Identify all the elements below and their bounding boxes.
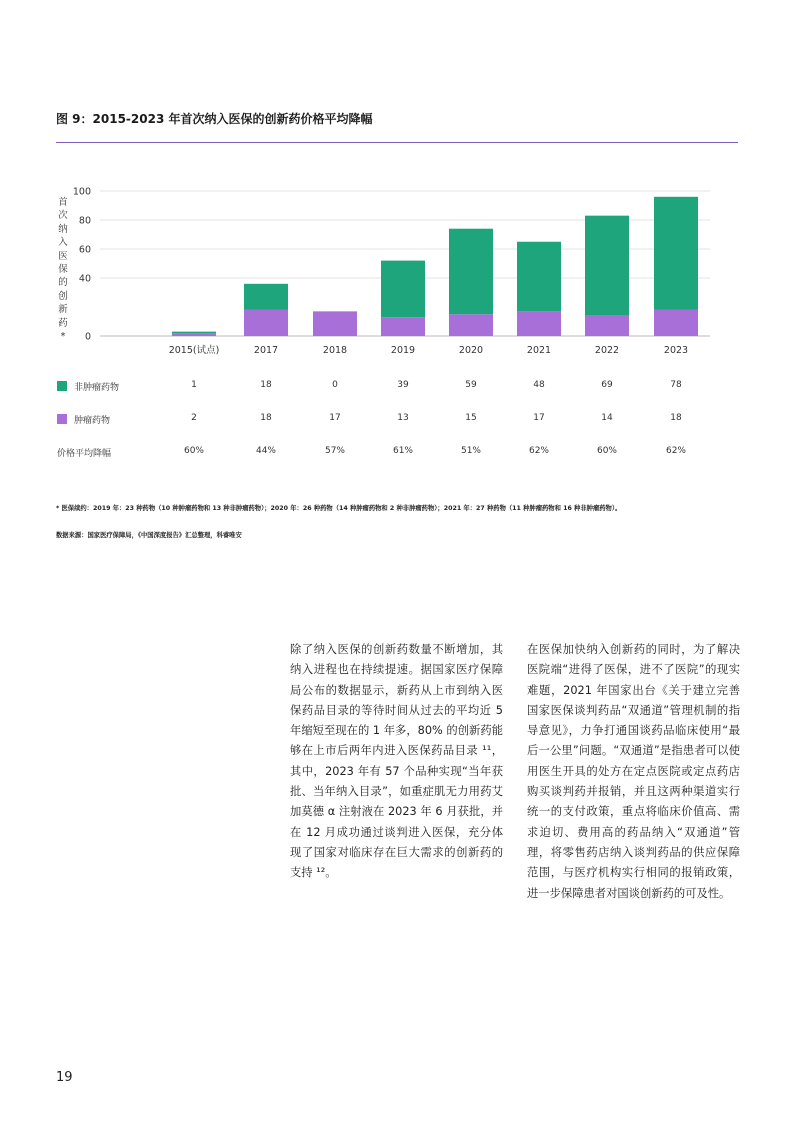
x-tick-label: 2020 (458, 345, 484, 356)
x-tick-label: 2023 (663, 345, 689, 356)
bar-oncology (313, 311, 357, 336)
x-tick-label: 2019 (390, 345, 416, 356)
legend-swatch (57, 414, 67, 424)
x-tick-label: 2017 (253, 345, 279, 356)
table-cell: 59 (465, 380, 477, 390)
table-cell: 15 (465, 413, 477, 423)
table-cell: 39 (397, 380, 409, 390)
table-cell: 57% (324, 446, 345, 456)
table-cell: 1 (191, 380, 197, 390)
bar-oncology (244, 310, 288, 336)
table-row-label: 非肿瘤药物 (74, 383, 120, 393)
figure-title: 图 9：2015-2023 年首次纳入医保的创新药价格平均降幅 (56, 112, 373, 126)
table-cell: 78 (670, 380, 682, 390)
bar-non-oncology (449, 229, 493, 315)
table-cell: 60% (596, 446, 617, 456)
table-cell: 18 (260, 380, 272, 390)
body-column-left: 除了纳入医保的创新药数量不断增加，其纳入进程也在持续提速。据国家医疗保障局公布的数据显示，新药从上市到纳入医保药品目录的等待时间从过去的平均近 5 年缩短至现在的 1 年多，80% 的创新药能够在上市后两年内进入医保药品目录 ¹¹，其中，2023 年有 57 个品种实现“当年获批、当年纳入目录”，如重症肌无力用药艾加莫德 α 注射液在 2023 年 6 月获批，并在 12 月成功通过谈判进入医保，充分体现了国家对临床存在巨大需求的创新药的支持 ¹²。 (290, 643, 503, 880)
table-cell: 62% (665, 446, 686, 456)
table-cell: 44% (255, 446, 276, 456)
y-tick-label: 100 (72, 186, 91, 198)
bar-non-oncology (517, 242, 561, 312)
y-axis-label: 首次纳入医保的创新药* (58, 197, 68, 343)
y-tick-label: 60 (78, 244, 91, 256)
table-cell: 51% (460, 446, 481, 456)
table-row-label: 肿瘤药物 (74, 416, 111, 426)
page-number: 19 (56, 1070, 73, 1085)
y-tick-label: 40 (78, 273, 91, 285)
table-cell: 14 (601, 413, 613, 423)
table-cell: 2 (191, 413, 197, 423)
table-cell: 17 (329, 413, 341, 423)
table-cell: 18 (260, 413, 272, 423)
y-tick-label: 80 (78, 215, 91, 227)
legend-swatch (57, 381, 67, 391)
table-cell: 17 (533, 413, 545, 423)
x-tick-label: 2022 (594, 345, 620, 356)
table-cell: 18 (670, 413, 682, 423)
bar-non-oncology (381, 261, 425, 318)
bar-oncology (381, 317, 425, 336)
bar-non-oncology (654, 197, 698, 310)
table-cell: 0 (332, 380, 338, 390)
bar-non-oncology (244, 284, 288, 310)
table-cell: 60% (183, 446, 204, 456)
bar-non-oncology (585, 216, 629, 316)
x-tick-label: 2021 (526, 345, 552, 356)
table-cell: 13 (397, 413, 409, 423)
table-cell: 62% (528, 446, 549, 456)
table-cell: 69 (601, 380, 613, 390)
bar-non-oncology (172, 332, 216, 333)
bar-oncology (172, 333, 216, 336)
x-tick-label: 2015(试点) (168, 345, 220, 356)
table-row-label: 价格平均降幅 (57, 449, 112, 459)
stacked-bar-chart (0, 0, 793, 480)
body-column-right: 在医保加快纳入创新药的同时，为了解决医院端“进得了医保，进不了医院”的现实难题，2021 年国家出台《关于建立完善国家医保谈判药品“双通道”管理机制的指导意见》，力争打通国谈药品临床使用“最后一公里”问题。“双通道”是指患者可以使用医生开具的处方在定点医院或定点药店购买谈判药并报销，并且这两种渠道实行统一的支付政策，重点将临床价值高、需求迫切、费用高的药品纳入“双通道”管理，将零售药店纳入谈判药品的供应保障范围，与医疗机构实行相同的报销政策，进一步保障患者对国谈创新药的可及性。 (527, 643, 740, 900)
x-tick-label: 2018 (322, 345, 348, 356)
data-source: 数据来源：国家医疗保障局，《中国深度报告》汇总整理，科睿唯安 (56, 532, 242, 539)
bar-oncology (517, 311, 561, 336)
table-cell: 48 (533, 380, 545, 390)
bar-oncology (585, 316, 629, 336)
y-tick-label: 0 (84, 331, 91, 343)
table-cell: 61% (392, 446, 413, 456)
bar-oncology (449, 314, 493, 336)
footnote: * 医保续约：2019 年：23 种药物（10 种肿瘤药物和 13 种非肿瘤药物）；2020 年：26 种药物（14 种肿瘤药物和 2 种非肿瘤药物）；2021 年：27 种药物（11 种肿瘤药物和 16 种非肿瘤药物）。 (56, 505, 622, 512)
bar-oncology (654, 310, 698, 336)
